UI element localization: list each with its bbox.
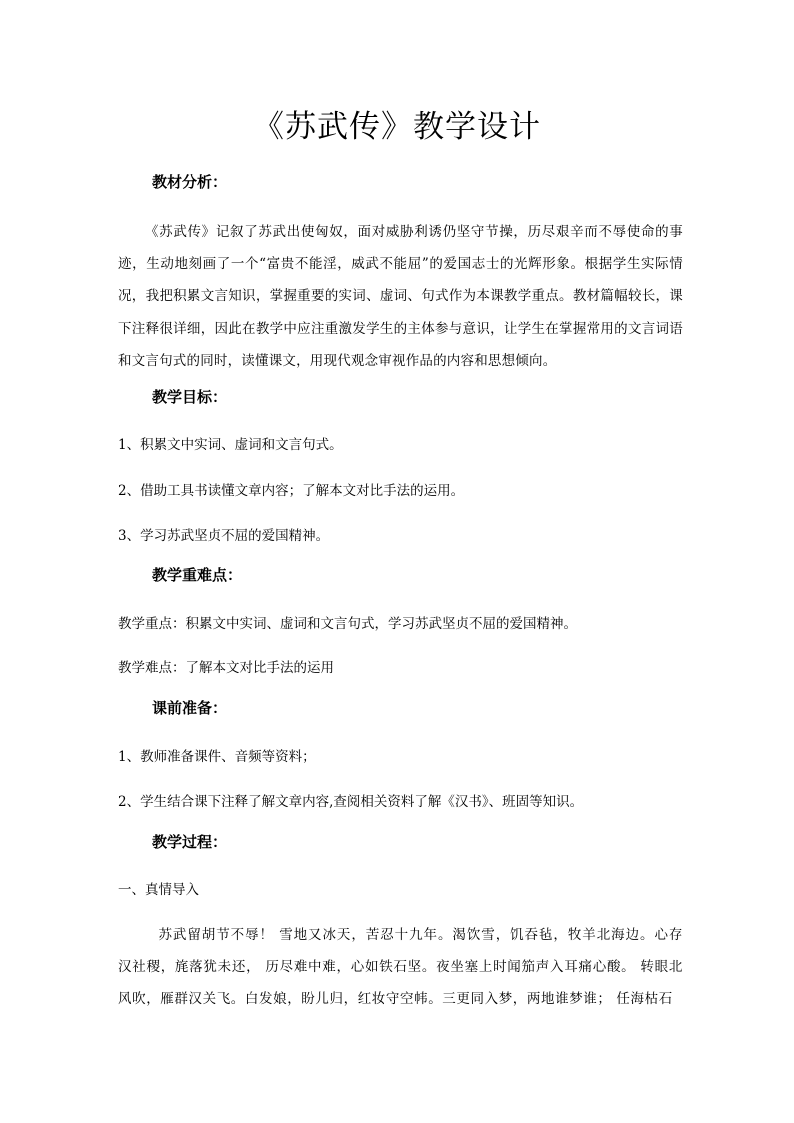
preparation-item-2: 2、学生结合课下注释了解文章内容,查阅相关资料了解《汉书》、班固等知识。	[118, 794, 584, 810]
goals-heading: 教学目标：	[152, 388, 228, 406]
key-point-text: 教学重点：积累文中实词、虚词和文言句式，学习苏武坚贞不屈的爱国精神。	[118, 616, 577, 632]
preparation-item-1: 1、教师准备课件、音频等资料；	[118, 749, 316, 765]
difficulty-text: 教学难点：了解本文对比手法的运用	[118, 660, 334, 676]
key-points-heading: 教学重难点：	[152, 566, 243, 584]
intro-paragraph: 苏武留胡节不辱！ 雪地又冰天，苦忍十九年。渴饮雪，饥吞毡，牧羊北海边。心存汉社稷，旄落犹未还， 历尽难中难，心如铁石坚。夜坐塞上时闻笳声入耳痛心酸。 转眼北风吹，雁群汉关飞。白发娘，盼儿归，红妆守空帏。三更同入梦，两地谁梦谁； 任海枯石	[118, 927, 683, 1007]
process-heading: 教学过程：	[152, 833, 228, 851]
goal-item-1: 1、积累文中实词、虚词和文言句式。	[118, 437, 343, 453]
goal-item-2: 2、借助工具书读懂文章内容；了解本文对比手法的运用。	[118, 483, 465, 499]
document-title: 《苏武传》教学设计	[253, 109, 541, 145]
process-step-one: 一、真情导入	[118, 882, 199, 898]
analysis-heading: 教材分析：	[152, 173, 228, 191]
preparation-heading: 课前准备：	[152, 699, 228, 717]
goal-item-3: 3、学习苏武坚贞不屈的爱国精神。	[118, 528, 330, 544]
analysis-paragraph: 《苏武传》记叙了苏武出使匈奴，面对威胁利诱仍坚守节操，历尽艰辛而不辱使命的事迹，生动地刻画了一个“富贵不能淫，威武不能屈”的爱国志士的光辉形象。根据学生实际情况，我把积累文言知识，掌握重要的实词、虚词、句式作为本课教学重点。教材篇幅较长，课下注释很详细，因此在教学中应注重激发学生的主体参与意识，让学生在掌握常用的文言词语和文言句式的同时，读懂课文，用现代观念审视作品的内容和思想倾向。	[118, 224, 683, 369]
